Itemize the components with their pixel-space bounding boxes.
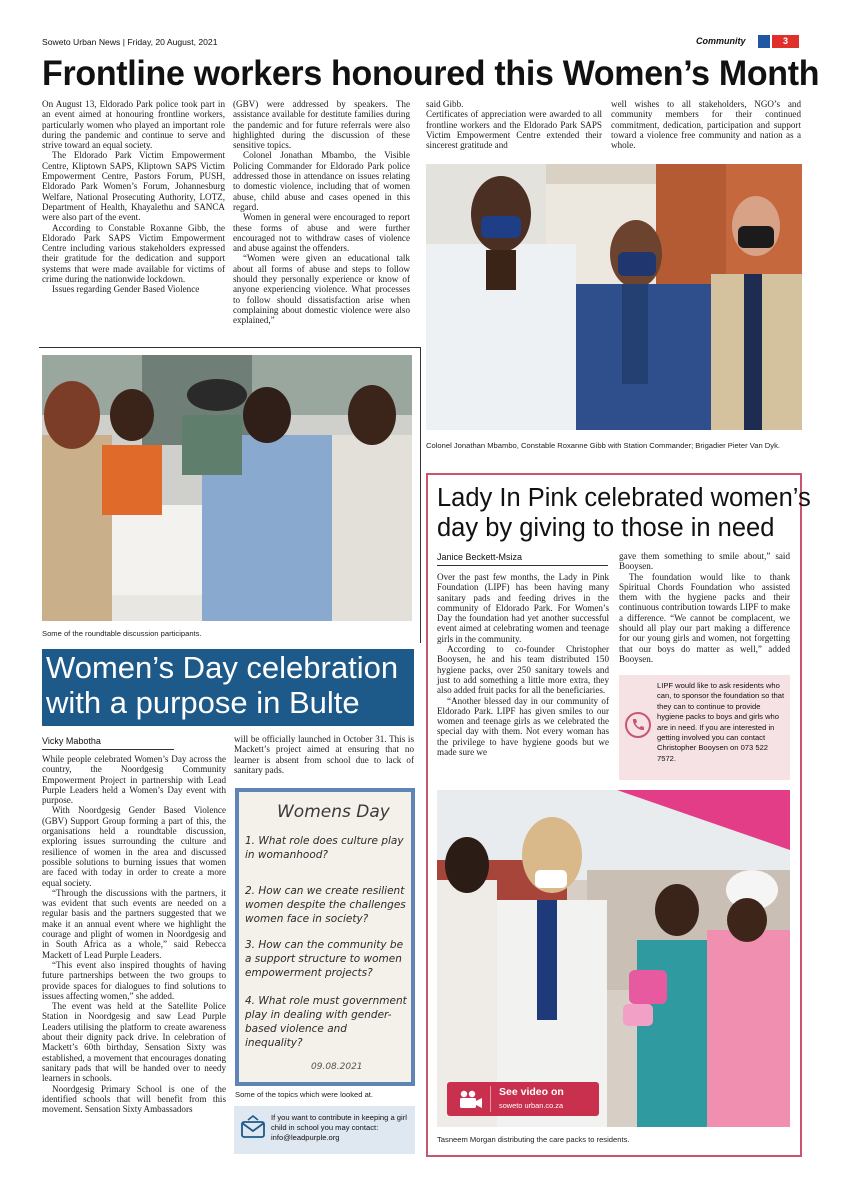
paragraph: “This event also inspired thoughts of having future partnerships between the two groups to provide spaces for dialogues to find solutions to issues affecting women,” she added. bbox=[42, 959, 226, 1001]
paragraph: Certificates of appreciation were awarded to all frontline workers and the Eldorado Park SAPS Victim Empowerment Centre extended their sincerest gratitude and bbox=[426, 109, 602, 151]
paragraph: On August 13, Eldorado Park police took part in an event aimed at honouring frontline workers, particularly women who played an important role during the pandemic and continue to serve and strive toward an equal society. bbox=[42, 99, 225, 151]
lady-pink-col1 bbox=[437, 572, 609, 757]
see-video-badge[interactable] bbox=[447, 1082, 599, 1116]
sponsor-info-box bbox=[619, 675, 790, 780]
lady-pink-headline-line1: Lady In Pink celebrated women’s bbox=[437, 484, 811, 512]
whiteboard-question-3: 3. How can the community be a support structure to women empowerment projects? bbox=[245, 939, 404, 979]
paragraph: According to Constable Roxanne Gibb, the Eldorado Park SAPS Victim Empowerment Centre including various stakeholders expressed their gratitude for the dedication and support systems that were made available for victims of crime during the nationwide lockdown. bbox=[42, 222, 225, 285]
see-video-label: See video on bbox=[499, 1086, 564, 1098]
whiteboard-question-2: 2. How can we create resilient women despite the challenges women face in society? bbox=[245, 885, 406, 925]
paragraph: The Eldorado Park Victim Empowerment Centre, Kliptown SAPS, Kliptown SAPS Victim Empowerment Centre, Pastors Forum, PUSH, Eldorado Park Women’s Forum, Johannesburg Welfare, National Prosecuting Authority, LOTZ, Department of Health, Khayalethu and SANCA were also part of the event. bbox=[42, 150, 225, 223]
whiteboard-date: 09.08.2021 bbox=[311, 1062, 363, 1072]
photo-illustration bbox=[42, 355, 412, 621]
main-article-col4 bbox=[611, 99, 801, 150]
section-label: Community bbox=[696, 36, 746, 46]
police-officers-photo bbox=[426, 164, 802, 430]
main-article-col2 bbox=[233, 99, 410, 326]
paragraph: (GBV) were addressed by speakers. The assistance available for destitute families during the pandemic and for future referrals were also highlighted during the discussion of these sensitive topics. bbox=[233, 99, 410, 151]
main-headline: Frontline workers honoured this Women’s Month bbox=[42, 54, 820, 93]
lady-pink-byline: Janice Beckett-Msiza bbox=[437, 552, 608, 566]
paragraph: will be officially launched in October 31. This is Mackett’s project aimed at ensuring that no learner is absent from school due to lack of sanitary pads. bbox=[234, 734, 414, 775]
care-pack-distribution-photo bbox=[437, 790, 790, 1127]
section-color-block bbox=[758, 35, 770, 48]
paragraph: Women in general were encouraged to report these forms of abuse and were further encouraged not to withdraw cases of violence and abuse against the offenders. bbox=[233, 212, 410, 254]
paragraph: Colonel Jonathan Mbambo, the Visible Policing Commander for Eldorado Park police addressed those in attendance on issues relating to domestic violence, including that of women abuse, child abuse and cases opened in this regard. bbox=[233, 150, 410, 212]
lady-pink-col2 bbox=[619, 551, 790, 664]
distribution-photo-caption: Tasneem Morgan distributing the care packs to residents. bbox=[437, 1135, 630, 1144]
paragraph: The foundation would like to thank Spiritual Chords Foundation who assisted them with the hygiene packs and their continuous contribution towards LIPF to make a difference. “We cannot be complacent, we should all play our part making a difference for our young girls and women, not forgetting that our boys do matter as well,” added Booysen. bbox=[619, 571, 790, 664]
paragraph: With Noordgesig Gender Based Violence (GBV) Support Group forming a part of this, the organisations held a roundtable discussion, exploring issues surrounding the culture and resilience of women in the area and discussed possible solutions to burning issues that women are faced with today in order to create a more equal society. bbox=[42, 805, 226, 888]
whiteboard-question-4: 4. What role must government play in dealing with gender-based violence and inequality? bbox=[245, 995, 407, 1049]
paragraph: According to co-founder Christopher Booysen, he and his team distributed 150 hygiene packs, over 250 sanitary towels and just to add something a little more extra, they also added fruit packs for all the beneficiaries. bbox=[437, 644, 609, 696]
video-camera-icon bbox=[451, 1086, 491, 1112]
bulte-headline-line1: Women’s Day celebration bbox=[46, 650, 399, 685]
photo-illustration bbox=[426, 164, 802, 430]
paragraph: Over the past few months, the Lady in Pink Foundation (LIPF) has been having many sanitary pads and feeding drives in the community of Eldorado Park. For Women’s Day the foundation had yet another successful event aimed at celebrating women and teenage girls in the community. bbox=[437, 572, 609, 644]
police-photo-caption: Colonel Jonathan Mbambo, Constable Roxanne Gibb with Station Commander; Brigadier Pieter Van Dyk. bbox=[426, 441, 780, 450]
paragraph: Issues regarding Gender Based Violence bbox=[52, 284, 200, 295]
paragraph: Noordgesig Primary School is one of the identified schools that will benefit from this movement. Sensation Sixty Ambassadors bbox=[42, 1083, 226, 1115]
roundtable-photo bbox=[42, 355, 412, 621]
bulte-byline: Vicky Mabotha bbox=[42, 736, 174, 750]
page-number: 3 bbox=[772, 35, 799, 48]
sponsor-info-text: LIPF would like to ask residents who can, to sponsor the foundation so that they can to continue to provide hygiene packs to boys and girls who are in need. If you are interested in getting involved you can contact Christopher Booysen on 073 522 7572. bbox=[657, 681, 785, 763]
paragraph: The event was held at the Satellite Police Station in Noordgesig and saw Lead Purple Leaders utilising the platform to create awareness about their dignity pack drive. In celebration of Mackett’s 60th birthday, Sensation Sixty was established, a movement that encourages donating sanitary pads that will be handed over to needy learners in schools. bbox=[42, 1001, 226, 1084]
paragraph: While people celebrated Women’s Day across the country, the Noordgesig Community Empowerment Project in partnership with Lead Purple Leaders held a Women’s Day event with purpose. bbox=[42, 754, 226, 806]
paragraph: “Women were given an educational talk about all forms of abuse and steps to follow should they personally experience or know of anyone experiencing violence. What processes to follow should dissatisfaction arise when complaining about domestic violence were also explained,” bbox=[233, 253, 410, 326]
whiteboard-caption: Some of the topics which were looked at. bbox=[235, 1090, 374, 1099]
photo-illustration bbox=[437, 790, 790, 1127]
paragraph: “Another blessed day in our community of Eldorado Park. LIPF has given smiles to our women and teenage girls as we celebrated the special day with them. Not every woman has the privilege to have hygiene goods but we made sure we bbox=[437, 695, 609, 758]
publication-name: Soweto Urban News bbox=[42, 37, 121, 47]
main-article-col3 bbox=[426, 99, 602, 150]
bulte-headline-line2: with a purpose in Bulte bbox=[46, 685, 360, 720]
bulte-article-col2 bbox=[234, 734, 414, 775]
bulte-headline-banner bbox=[42, 649, 414, 726]
publication-date: Friday, 20 August, 2021 bbox=[127, 37, 218, 47]
main-article-col1 bbox=[42, 99, 225, 295]
paragraph: “Through the discussions with the partners, it was evident that such events are needed on a regular basis and the partners suggested that we make it an annual event where we highlight the courage and plight of women in Noordgesig and in South Africa as a whole,” said Rebecca Mackett of Lead Purple Leaders. bbox=[42, 887, 226, 960]
envelope-icon bbox=[240, 1114, 266, 1145]
bulte-article-col1 bbox=[42, 754, 226, 1114]
paragraph: well wishes to all stakeholders, NGO’s and community members for their continued commitment, dedication, participation and support toward a violence free community and nation as a whole. bbox=[611, 99, 801, 151]
phone-icon bbox=[624, 711, 652, 744]
contact-text: If you want to contribute in keeping a girl child in school you may contact: info@leadpurple.org bbox=[271, 1113, 407, 1142]
paragraph: said Gibb. bbox=[426, 99, 464, 109]
roundtable-caption: Some of the roundtable discussion participants. bbox=[42, 629, 202, 638]
see-video-url: soweto urban.co.za bbox=[499, 1101, 564, 1110]
masthead-info: Soweto Urban News | Friday, 20 August, 2021 bbox=[42, 37, 218, 47]
paragraph: gave them something to smile about,” said Booysen. bbox=[619, 551, 790, 572]
whiteboard-sheet bbox=[239, 792, 411, 1082]
contribution-contact-box bbox=[234, 1106, 415, 1154]
whiteboard-title: Womens Day bbox=[277, 802, 390, 822]
lady-pink-headline-line2: day by giving to those in need bbox=[437, 514, 775, 542]
whiteboard-photo bbox=[235, 788, 415, 1086]
whiteboard-question-1: 1. What role does culture play in womanhood? bbox=[245, 835, 404, 861]
